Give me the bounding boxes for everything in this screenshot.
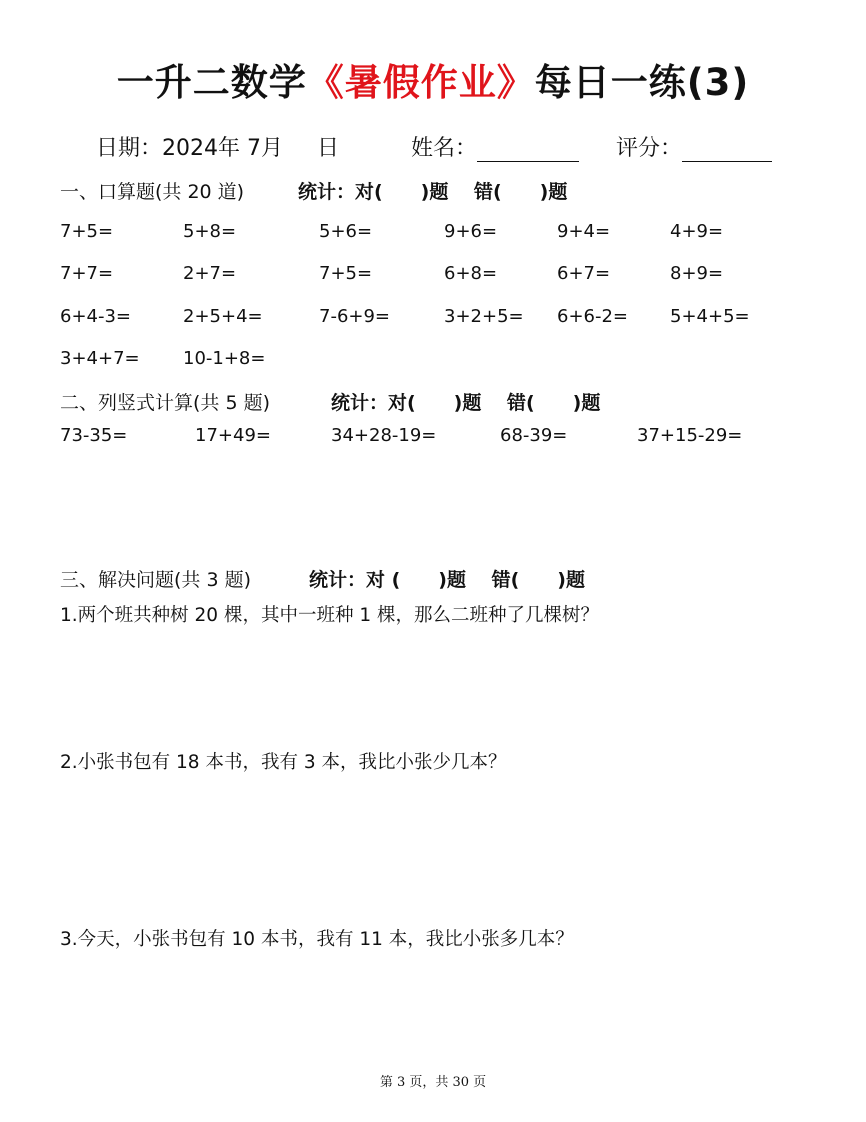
oral-item: 7+7=: [60, 263, 114, 284]
title-book: 《暑假作业》: [306, 61, 535, 104]
day-label: 日: [316, 136, 339, 161]
vertical-item: 68-39=: [500, 425, 568, 446]
problem-2: 2.小张书包有 18 本书，我有 3 本，我比小张少几本？: [60, 752, 507, 773]
oral-item: 7-6+9=: [319, 306, 391, 327]
score-field: [616, 131, 772, 162]
oral-item: 10-1+8=: [183, 348, 266, 369]
problem-3: 3.今天，小张书包有 10 本书，我有 11 本，我比小张多几本？: [60, 929, 574, 950]
section1-stat: [298, 177, 567, 204]
oral-item: 3+2+5=: [444, 306, 524, 327]
section2-title: 二、列竖式计算(共 5 题): [60, 392, 270, 414]
date-label: 日期：2024年 7月: [96, 136, 283, 161]
vertical-item: 37+15-29=: [637, 425, 743, 446]
oral-item: 5+8=: [183, 221, 237, 242]
section3-stat-text: 统计：对 ( )题 错( )题: [309, 569, 585, 591]
oral-item: 6+8=: [444, 263, 498, 284]
score-blank[interactable]: [682, 135, 772, 162]
section2-stat-text: 统计：对( )题 错( )题: [331, 392, 601, 414]
oral-item: 9+4=: [557, 221, 611, 242]
oral-item: 2+5+4=: [183, 306, 263, 327]
section3-stat: [309, 565, 585, 592]
section3-title: 三、解决问题(共 3 题): [60, 569, 251, 591]
section1-title: 一、口算题(共 20 道): [60, 181, 245, 203]
section1-heading: [60, 177, 244, 204]
oral-item: 8+9=: [670, 263, 724, 284]
oral-item: 6+7=: [557, 263, 611, 284]
date-field: [96, 131, 339, 162]
section2-heading: [60, 388, 270, 415]
problem-1: 1.两个班共种树 20 棵，其中一班种 1 棵，那么二班种了几棵树？: [60, 605, 599, 626]
oral-item: 6+6-2=: [557, 306, 629, 327]
oral-item: 2+7=: [183, 263, 237, 284]
oral-item: 5+4+5=: [670, 306, 750, 327]
vertical-item: 73-35=: [60, 425, 128, 446]
oral-item: 6+4-3=: [60, 306, 132, 327]
oral-item: 5+6=: [319, 221, 373, 242]
section1-stat-text: 统计：对( )题 错( )题: [298, 181, 568, 203]
oral-item: 7+5=: [319, 263, 373, 284]
title-grade: 一升二数学: [116, 61, 307, 104]
section2-stat: [331, 388, 600, 415]
page-number: 第 3 页，共 30 页: [379, 1075, 487, 1090]
page-title: [0, 52, 866, 106]
oral-item: 7+5=: [60, 221, 114, 242]
score-label: 评分：: [616, 136, 683, 161]
oral-item: 4+9=: [670, 221, 724, 242]
vertical-item: 17+49=: [195, 425, 271, 446]
section3-heading: [60, 565, 251, 592]
oral-item: 3+4+7=: [60, 348, 140, 369]
title-daily: 每日一练(3): [534, 61, 750, 104]
name-label: 姓名：: [411, 136, 478, 161]
name-field: [411, 131, 579, 162]
oral-item: 9+6=: [444, 221, 498, 242]
vertical-item: 34+28-19=: [331, 425, 437, 446]
name-blank[interactable]: [477, 135, 579, 162]
